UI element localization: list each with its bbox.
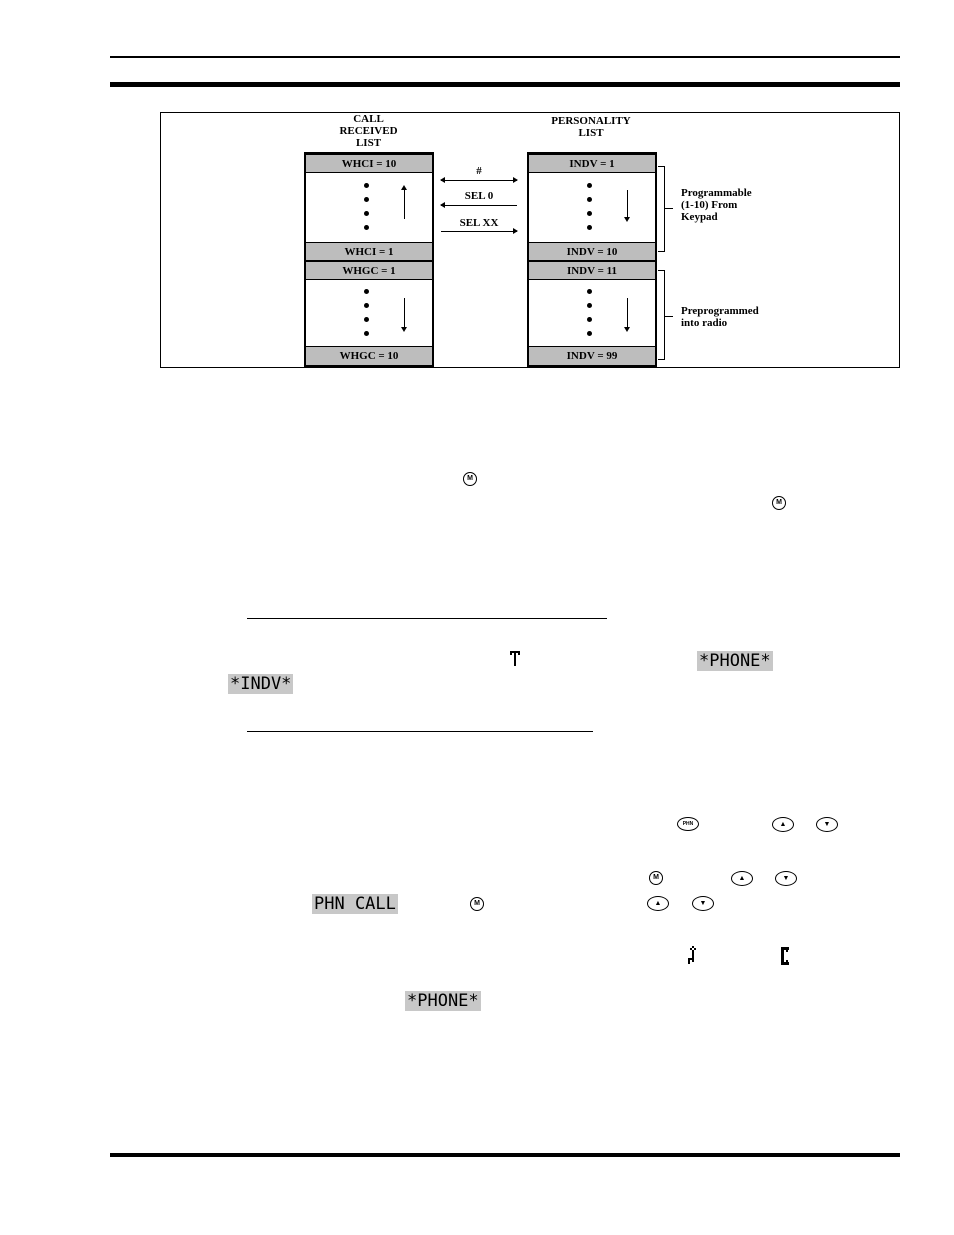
title-line: CALL bbox=[353, 113, 384, 125]
down-key-icon: ▼ bbox=[816, 817, 838, 832]
phone-key-icon: PHN bbox=[677, 817, 699, 831]
title-line: RECEIVED bbox=[339, 125, 398, 137]
menu-key-icon: M bbox=[463, 472, 477, 486]
ellipsis-dot bbox=[364, 331, 369, 336]
list-cell: WHGC = 1 bbox=[306, 261, 432, 280]
down-arrow bbox=[404, 298, 405, 328]
antenna-icon bbox=[509, 650, 521, 667]
ellipsis-dot bbox=[587, 331, 592, 336]
list-cell: WHCI = 1 bbox=[306, 242, 432, 261]
ellipsis-dot bbox=[587, 303, 592, 308]
lcd-phn-call-display: PHN CALL bbox=[314, 894, 396, 914]
lcd-phone-display: *PHONE* bbox=[699, 651, 771, 671]
bracket-label-line: Keypad bbox=[681, 211, 718, 223]
ellipsis-dot bbox=[364, 183, 369, 188]
menu-key-icon: M bbox=[649, 871, 663, 885]
down-arrow bbox=[627, 190, 628, 218]
down-arrow bbox=[627, 298, 628, 328]
list-cell: INDV = 99 bbox=[529, 346, 655, 365]
ellipsis-dot bbox=[364, 317, 369, 322]
lcd-indv-display: *INDV* bbox=[230, 674, 292, 694]
ellipsis-dot bbox=[587, 317, 592, 322]
call-list-figure bbox=[160, 112, 900, 368]
menu-key-icon: M bbox=[470, 897, 484, 911]
ellipsis-dot bbox=[587, 197, 592, 202]
bracket-label-line: into radio bbox=[681, 317, 728, 329]
handset-up-icon bbox=[686, 945, 698, 965]
ellipsis-dot bbox=[364, 303, 369, 308]
up-key-icon: ▲ bbox=[731, 871, 753, 886]
down-key-icon: ▼ bbox=[775, 871, 797, 886]
menu-key-icon: M bbox=[772, 496, 786, 510]
title-line: PERSONALITY bbox=[551, 115, 631, 127]
bracket-lower bbox=[658, 270, 665, 360]
header-rule-thin bbox=[110, 56, 900, 58]
bracket-label-line: Preprogrammed bbox=[681, 305, 759, 317]
lcd-phone-display: *PHONE* bbox=[407, 991, 479, 1011]
bracket-tick bbox=[665, 208, 673, 209]
heading-underline bbox=[247, 618, 607, 619]
list-cell: INDV = 11 bbox=[529, 261, 655, 280]
handset-down-icon bbox=[779, 946, 791, 966]
ellipsis-dot bbox=[587, 225, 592, 230]
arrow-label-selxx: SEL XX bbox=[459, 217, 499, 229]
heading-underline bbox=[247, 731, 593, 732]
personality-list bbox=[527, 152, 657, 367]
ellipsis-dot bbox=[587, 183, 592, 188]
list-cell: INDV = 10 bbox=[529, 242, 655, 261]
ellipsis-dot bbox=[587, 211, 592, 216]
bidirectional-arrow bbox=[441, 180, 517, 181]
ellipsis-dot bbox=[364, 197, 369, 202]
ellipsis-dot bbox=[364, 225, 369, 230]
bracket-lower-label bbox=[681, 305, 759, 329]
bracket-label-line: (1-10) From bbox=[681, 199, 738, 211]
list-cell: INDV = 1 bbox=[529, 154, 655, 173]
up-key-icon: ▲ bbox=[647, 896, 669, 911]
header-rule-thick bbox=[110, 82, 900, 87]
list-cell: WHCI = 10 bbox=[306, 154, 432, 173]
arrow-label-sel0: SEL 0 bbox=[464, 190, 494, 202]
arrow-label-hash: # bbox=[476, 165, 482, 177]
left-arrow bbox=[441, 205, 517, 206]
bracket-upper bbox=[658, 166, 665, 252]
ellipsis-dot bbox=[364, 211, 369, 216]
list-cell: WHGC = 10 bbox=[306, 346, 432, 365]
down-key-icon: ▼ bbox=[692, 896, 714, 911]
up-arrow bbox=[404, 189, 405, 219]
right-arrow bbox=[441, 231, 517, 232]
title-line: LIST bbox=[355, 137, 382, 149]
bracket-upper-label bbox=[681, 187, 752, 223]
title-line: LIST bbox=[578, 127, 604, 139]
call-received-list-title bbox=[321, 113, 416, 149]
personality-list-title bbox=[541, 115, 641, 139]
bracket-tick bbox=[665, 316, 673, 317]
bracket-label-line: Programmable bbox=[681, 187, 752, 199]
footer-rule bbox=[110, 1153, 900, 1157]
call-received-list bbox=[304, 152, 434, 367]
up-key-icon: ▲ bbox=[772, 817, 794, 832]
ellipsis-dot bbox=[364, 289, 369, 294]
ellipsis-dot bbox=[587, 289, 592, 294]
